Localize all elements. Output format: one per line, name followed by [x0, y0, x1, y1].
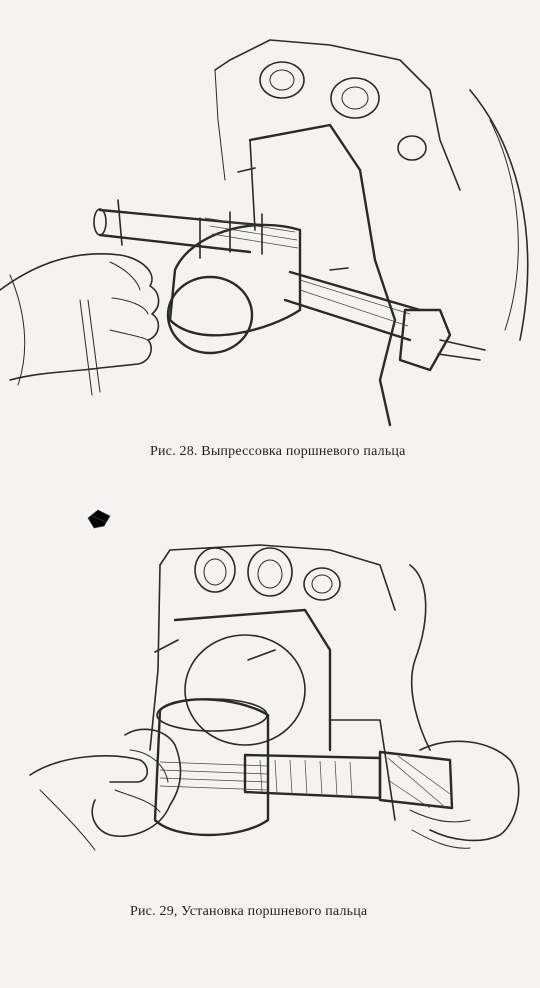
- figure-28-illustration: [0, 0, 540, 430]
- figure-28-caption: Рис. 28. Выпрессовка поршневого пальца: [150, 444, 406, 459]
- figure-29-illustration: [0, 490, 540, 900]
- figure-29-caption: Рис. 29, Установка поршневого пальца: [130, 904, 368, 919]
